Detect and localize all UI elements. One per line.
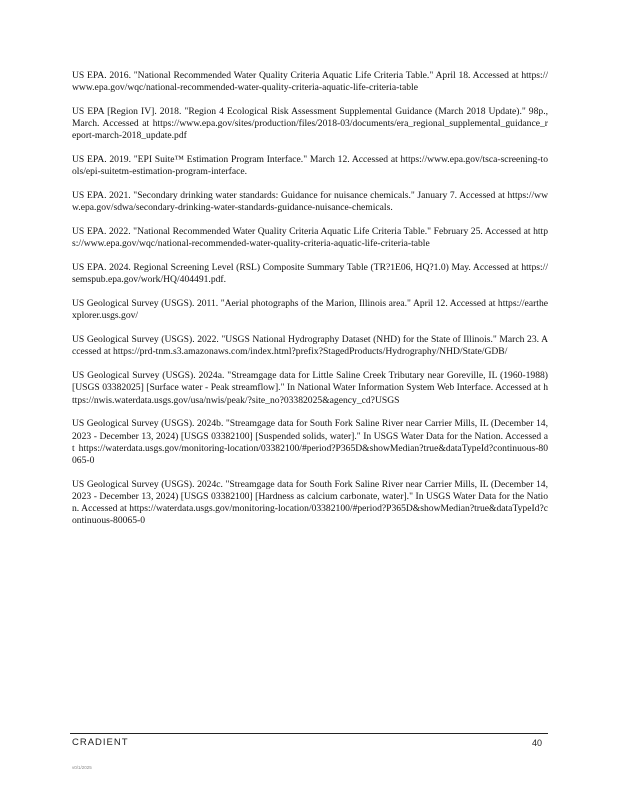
page-number: 40 bbox=[532, 738, 543, 748]
reference-entry: US EPA. 2016. "National Recommended Water Quality Criteria Aquatic Life Criteria Table." April 18. Accessed at https://www.epa.gov/wqc/national-recommended-water-quality-criteria-aquatic-life-criteria-table bbox=[72, 70, 548, 94]
reference-entry: US Geological Survey (USGS). 2022. "USGS National Hydrography Dataset (NHD) for the State of Illinois." March 23. Accessed at https://prd-tnm.s3.amazonaws.com/index.html?prefix?StagedProducts/Hydrography/NHD/State/GDB/ bbox=[72, 334, 548, 358]
document-id: v0/1/2025 bbox=[72, 765, 92, 770]
footer-divider bbox=[70, 733, 548, 734]
company-logo: CRADIENT bbox=[72, 737, 129, 748]
reference-entry: US EPA. 2024. Regional Screening Level (RSL) Composite Summary Table (TR?1E06, HQ?1.0) May. Accessed at https://semspub.epa.gov/work/HQ/404491.pdf. bbox=[72, 262, 548, 286]
reference-entry: US EPA [Region IV]. 2018. "Region 4 Ecological Risk Assessment Supplemental Guidance (March 2018 Update)." 98p., March. Accessed at https://www.epa.gov/sites/production/files/2018-03/documents/era_regional_supplemental_guidance_report-march-2018_update.pdf bbox=[72, 106, 548, 142]
reference-entry: US EPA. 2021. "Secondary drinking water standards: Guidance for nuisance chemicals." January 7. Accessed at https://www.epa.gov/sdwa/secondary-drinking-water-standards-guidance-nuisance-chemicals. bbox=[72, 190, 548, 214]
reference-entry: US Geological Survey (USGS). 2024c. "Streamgage data for South Fork Saline River near Carrier Mills, IL (December 14, 2023 - December 13, 2024) [USGS 03382100] [Hardness as calcium carbonate, water]." In USGS Water Data for the Nation. Accessed at https://waterdata.usgs.gov/monitoring-location/03382100/#period?P365D&showMedian?true&dataTypeId?continuous-80065-0 bbox=[72, 478, 548, 527]
reference-entry: US Geological Survey (USGS). 2024b. "Streamgage data for South Fork Saline River near Carrier Mills, IL (December 14, 2023 - December 13, 2024) [USGS 03382100] [Suspended solids, water]." In USGS Water Data for the Nation. Accessed at https://waterdata.usgs.gov/monitoring-location/03382100/#period?P365D&showMedian?true&dataTypeId?continuous-80065-0 bbox=[72, 418, 548, 467]
reference-list bbox=[72, 70, 548, 539]
reference-entry: US Geological Survey (USGS). 2024a. "Streamgage data for Little Saline Creek Tributary near Goreville, IL (1960-1988) [USGS 03382025] [Surface water - Peak streamflow]." In National Water Information System Web Interface. Accessed at https://nwis.waterdata.usgs.gov/usa/nwis/peak/?site_no?03382025&agency_cd?USGS bbox=[72, 370, 548, 406]
reference-entry: US Geological Survey (USGS). 2011. "Aerial photographs of the Marion, Illinois area." April 12. Accessed at https://earthexplorer.usgs.gov/ bbox=[72, 298, 548, 322]
reference-entry: US EPA. 2019. "EPI Suite™ Estimation Program Interface." March 12. Accessed at https://www.epa.gov/tsca-screening-tools/epi-suitetm-estimation-program-interface. bbox=[72, 154, 548, 178]
reference-entry: US EPA. 2022. "National Recommended Water Quality Criteria Aquatic Life Criteria Table." February 25. Accessed at https://www.epa.gov/wqc/national-recommended-water-quality-criteria-aquatic-life-criteria-table bbox=[72, 226, 548, 250]
